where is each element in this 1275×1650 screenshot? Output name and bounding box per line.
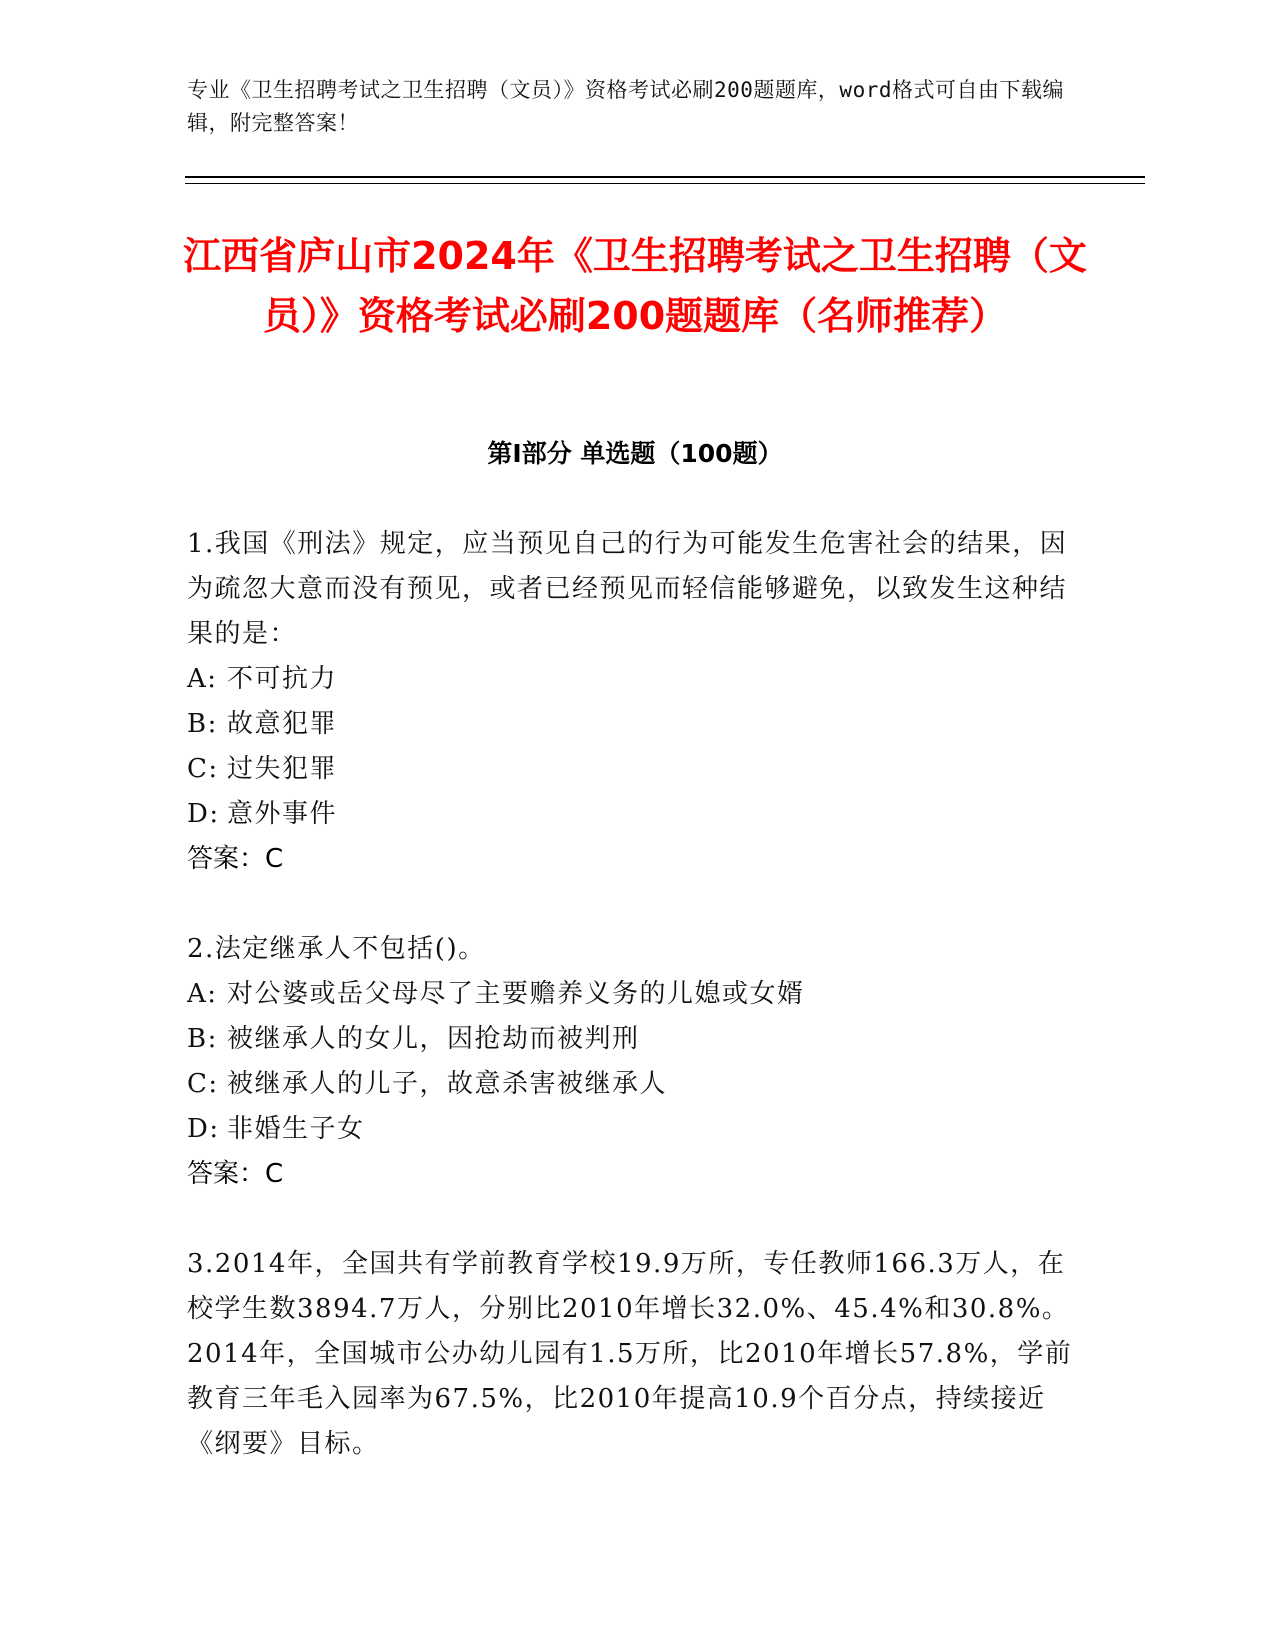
question-list bbox=[187, 522, 1087, 1512]
option-text: 意外事件 bbox=[227, 799, 338, 829]
option-text: 被继承人的女儿，因抢劫而被判刑 bbox=[227, 1024, 640, 1054]
question-text: 2.法定继承人不包括()。 bbox=[187, 934, 486, 964]
question-text: 3.2014年，全国共有学前教育学校19.9万所，专任教师166.3万人，在校学生数3894.7万人，分别比2010年增长32.0%、45.4%和30.8%。2014年，全国城市公办幼儿园有1.5万所，比2010年增长57.8%，学前教育三年毛入园率为67.5%，比2010年提高10.9个百分点，持续接近《纲要》目标。 bbox=[187, 1249, 1073, 1459]
option-a bbox=[187, 657, 1087, 702]
answer-value: C bbox=[265, 844, 284, 874]
option-a bbox=[187, 972, 1087, 1017]
option-c bbox=[187, 1062, 1087, 1107]
option-key: D: bbox=[187, 799, 220, 829]
header-rule-thick bbox=[185, 176, 1145, 178]
answer-label: 答案： bbox=[187, 844, 266, 874]
option-text: 非婚生子女 bbox=[227, 1114, 365, 1144]
option-key: C: bbox=[187, 754, 219, 784]
document-title: 江西省庐山市2024年《卫生招聘考试之卫生招聘（文员）》资格考试必刷200题题库（名师推荐） bbox=[183, 234, 1087, 338]
answer-line bbox=[187, 837, 1087, 882]
answer-label: 答案： bbox=[187, 1159, 266, 1189]
option-key: A: bbox=[187, 664, 218, 694]
option-c bbox=[187, 747, 1087, 792]
option-text: 过失犯罪 bbox=[227, 754, 338, 784]
option-b bbox=[187, 1017, 1087, 1062]
option-text: 不可抗力 bbox=[227, 664, 338, 694]
question-2 bbox=[187, 927, 1087, 1197]
option-d bbox=[187, 1107, 1087, 1152]
option-b bbox=[187, 702, 1087, 747]
answer-value: C bbox=[265, 1159, 284, 1189]
option-key: A: bbox=[187, 979, 218, 1009]
header-note: 专业《卫生招聘考试之卫生招聘（文员）》资格考试必刷200题题库，word格式可自由下载编辑，附完整答案！ bbox=[187, 78, 1064, 135]
option-key: C: bbox=[187, 1069, 219, 1099]
option-text: 被继承人的儿子，故意杀害被继承人 bbox=[227, 1069, 668, 1099]
option-key: B: bbox=[187, 1024, 218, 1054]
question-1 bbox=[187, 522, 1087, 882]
question-text: 1.我国《刑法》规定，应当预见自己的行为可能发生危害社会的结果，因为疏忽大意而没有预见，或者已经预见而轻信能够避免，以致发生这种结果的是： bbox=[187, 529, 1068, 649]
question-3 bbox=[187, 1242, 1087, 1467]
section-title: 第Ⅰ部分 单选题（100题） bbox=[487, 439, 783, 468]
option-text: 对公婆或岳父母尽了主要赡养义务的儿媳或女婿 bbox=[227, 979, 805, 1009]
option-key: B: bbox=[187, 709, 218, 739]
header-rule-thin bbox=[185, 183, 1145, 184]
option-key: D: bbox=[187, 1114, 220, 1144]
answer-line bbox=[187, 1152, 1087, 1197]
option-text: 故意犯罪 bbox=[227, 709, 338, 739]
option-d bbox=[187, 792, 1087, 837]
